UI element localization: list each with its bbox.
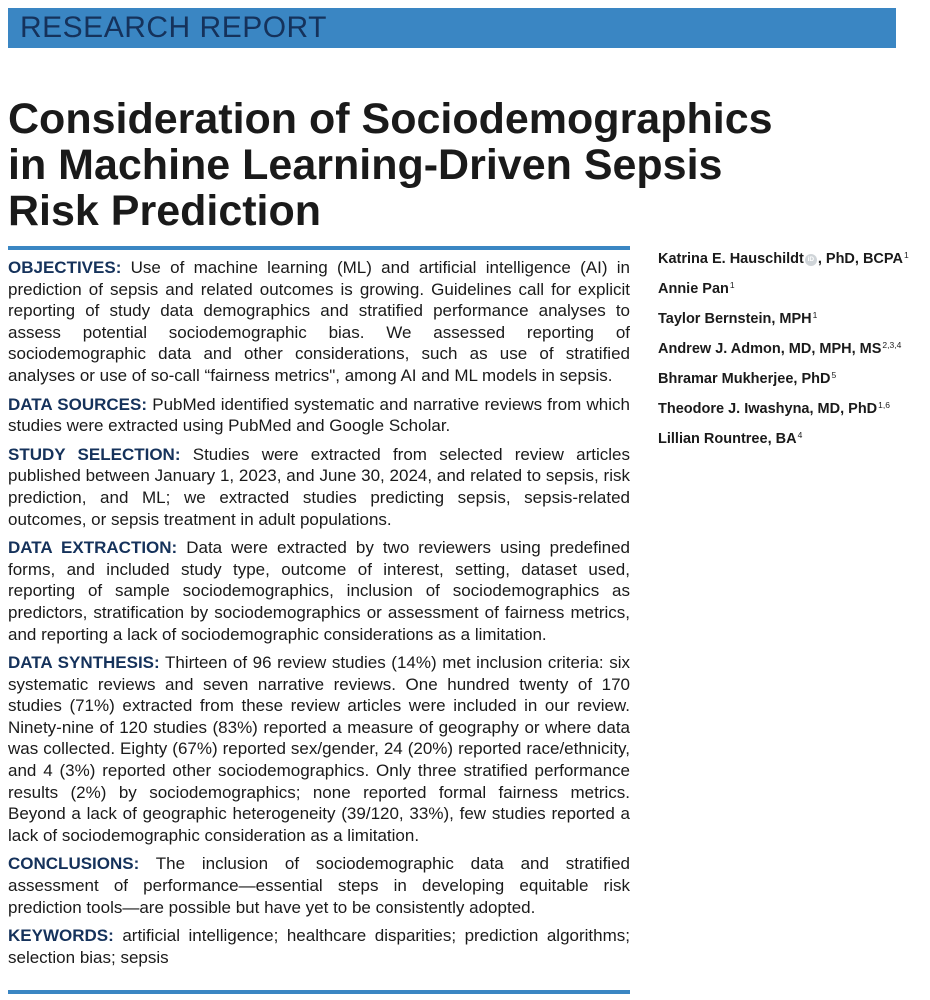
author-affiliation: 1 bbox=[812, 310, 818, 320]
author-name: Lillian Rountree, BA bbox=[658, 431, 797, 447]
author-affiliation: 1 bbox=[729, 280, 735, 290]
author-entry bbox=[658, 366, 920, 389]
abstract-label: DATA EXTRACTION: bbox=[8, 538, 178, 558]
section-banner bbox=[8, 8, 896, 48]
abstract-label: STUDY SELECTION: bbox=[8, 444, 181, 464]
abstract-label: OBJECTIVES: bbox=[8, 258, 122, 277]
orcid-icon[interactable]: iD bbox=[805, 254, 817, 266]
abstract-conclusions bbox=[8, 853, 630, 918]
author-entry bbox=[658, 246, 920, 269]
author-name: Katrina E. Hauschildt bbox=[658, 251, 804, 267]
author-affiliation: 1 bbox=[903, 250, 909, 260]
abstract-keywords bbox=[8, 925, 630, 968]
author-degrees: , PhD, BCPA bbox=[817, 251, 903, 267]
author-name: Andrew J. Admon, MD, MPH, MS bbox=[658, 341, 882, 357]
abstract-data-synthesis bbox=[8, 652, 630, 846]
abstract-label: KEYWORDS: bbox=[8, 926, 114, 946]
abstract-text: Studies were extracted from selected review articles published between January 1, 2023, and June 30, 2024, and related to sepsis, risk prediction, and ML; we extracted studies predicting sepsis, sepsis-related outcomes, or sepsis treatment in adult populations. bbox=[8, 444, 630, 529]
abstract-bottom-rule bbox=[8, 990, 630, 994]
abstract-text: Data were extracted by two reviewers using predefined forms, and included study type, outcome of interest, setting, dataset used, reporting of sample sociodemographics, inclusion of sociodemographics as predictors, stratification by sociodemographics or assessment of fairness metrics, and reporting a lack of sociodemographic considerations as a limitation. bbox=[8, 538, 630, 644]
abstract-objectives bbox=[8, 257, 630, 387]
author-affiliation: 5 bbox=[831, 370, 837, 380]
abstract-study-selection bbox=[8, 444, 630, 530]
author-affiliation: 1,6 bbox=[878, 400, 890, 410]
abstract-data-extraction bbox=[8, 537, 630, 645]
abstract-data-sources bbox=[8, 394, 630, 437]
author-name: Taylor Bernstein, MPH bbox=[658, 311, 812, 327]
author-name: Theodore J. Iwashyna, MD, PhD bbox=[658, 401, 878, 417]
author-name: Annie Pan bbox=[658, 281, 729, 297]
author-entry bbox=[658, 306, 920, 329]
abstract-text: The inclusion of sociodemographic data and stratified assessment of performance—essential steps in developing equitable risk prediction tools—are possible but have yet to be consistently adopted. bbox=[8, 854, 630, 917]
author-entry bbox=[658, 396, 920, 419]
author-name: Bhramar Mukherjee, PhD bbox=[658, 371, 831, 387]
abstract-text: artificial intelligence; healthcare disparities; prediction algorithms; selection bias; sepsis bbox=[8, 926, 630, 967]
section-label: RESEARCH REPORT bbox=[20, 11, 328, 44]
abstract-text: Use of machine learning (ML) and artificial intelligence (AI) in prediction of sepsis and related outcomes is growing. Guidelines call for explicit reporting of study data demographics and stratified performance analyses to assess potential sociodemographic bias. We assessed reporting of sociodemographic data and other considerations, such as use of stratified analyses or use of so-call “fairness metrics", among AI and ML models in sepsis. bbox=[8, 258, 630, 385]
article-title: Consideration of Sociodemographics in Machine Learning-Driven Sepsis Risk Prediction bbox=[8, 95, 773, 235]
author-affiliation: 2,3,4 bbox=[882, 340, 902, 350]
abstract bbox=[8, 257, 630, 975]
abstract-label: DATA SOURCES: bbox=[8, 394, 148, 414]
author-entry bbox=[658, 276, 920, 299]
abstract-label: DATA SYNTHESIS: bbox=[8, 653, 160, 673]
author-list bbox=[658, 246, 920, 456]
abstract-text: PubMed identified systematic and narrative reviews from which studies were extracted using PubMed and Google Scholar. bbox=[8, 394, 630, 436]
author-affiliation: 4 bbox=[797, 430, 803, 440]
abstract-text: Thirteen of 96 review studies (14%) met inclusion criteria: six systematic reviews and seven narrative reviews. One hundred twenty of 170 studies (71%) extracted from these review articles were included in our review. Ninety-nine of 120 studies (83%) reported a measure of geography or where data was collected. Eighty (67%) reported sex/gender, 24 (20%) reported race/ethnicity, and 4 (3%) reported other sociodemographics. Only three stratified performance results (2%) by sociodemographics; none reported formal fairness metrics. Beyond a lack of geographic heterogeneity (39/120, 33%), few studies reported a lack of sociodemographic consideration as a limitation. bbox=[8, 653, 630, 845]
abstract-top-rule bbox=[8, 246, 630, 250]
abstract-label: CONCLUSIONS: bbox=[8, 854, 140, 874]
author-entry bbox=[658, 426, 920, 449]
author-entry bbox=[658, 336, 920, 359]
